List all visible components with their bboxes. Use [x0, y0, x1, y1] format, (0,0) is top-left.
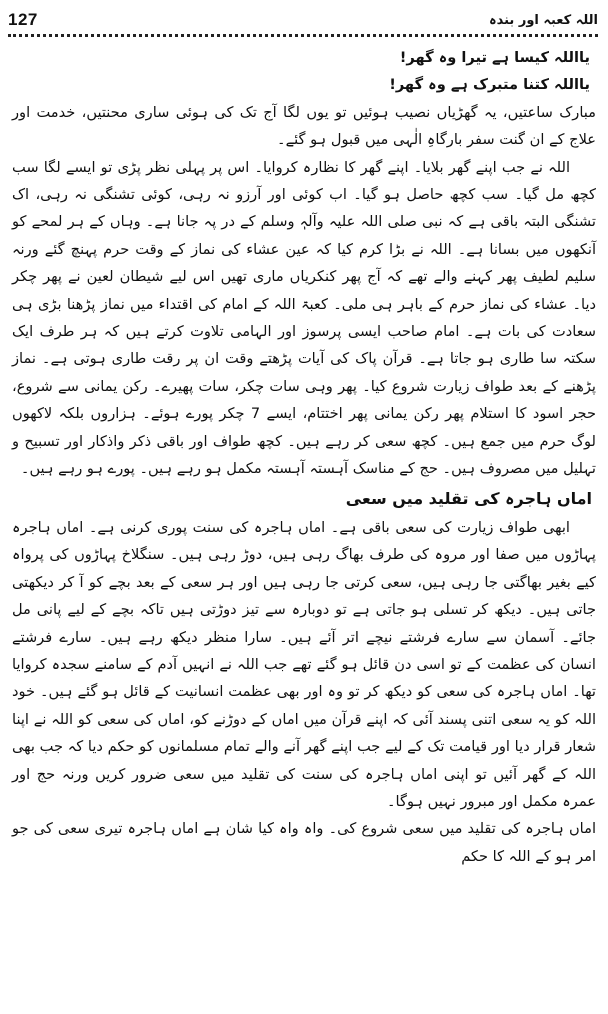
- body-paragraph: اماں ہاجرہ کی تقلید میں سعی شروع کی۔ واہ واہ کیا شان ہے اماں ہاجرہ تیری سعی کی جو امر ہو کے اللہ کا حکم: [12, 820, 596, 865]
- exclamation-line: یااللہ کتنا متبرک ہے وہ گھر!: [389, 76, 590, 94]
- body-paragraph: ابھی طواف زیارت کی سعی باقی ہے۔ اماں ہاجرہ کی سنت پوری کرنی ہے۔ اماں ہاجرہ پہاڑوں میں صفا اور مروہ کی طرف بھاگ رہی ہیں، دوڑ رہی ہیں۔ سنگلاخ پہاڑوں کی پرواہ کیے بغیر بھاگتی جا رہی ہیں، سعی کرتی جا رہی ہیں اور ہر سعی کے بعد بچے کو آ کر دیکھتی جاتی ہیں۔ دیکھ کر تسلی ہو جاتی ہے تو دوبارہ سے تیز دوڑتی ہیں تاکہ بچے کے لیے پانی مل جائے۔ آسمان سے سارے فرشتے نیچے اتر آئے ہیں۔ سارا منظر دیکھ رہے ہیں۔ سارے فرشتے انسان کی عظمت کے تو اسی دن قائل ہو گئے تھے جب اللہ نے انہیں آدم کے سامنے سجدہ کروایا تھا۔ اماں ہاجرہ کی سعی کو دیکھ کر تو وہ اور بھی عظمت انسانیت کے قائل ہو گئے ہیں۔ خود اللہ کو یہ سعی اتنی پسند آئی کہ اپنے قرآن میں اماں کے دوڑنے کو، اماں کی سعی کو اللہ نے اپنا شعار قرار دیا اور قیامت تک کے لیے جب اپنے گھر آنے والے تمام مسلمانوں کو حکم دیا کہ جب بھی اللہ کے گھر آئیں تو اپنی اماں ہاجرہ کی سنت کی تقلید میں سعی ضرور کریں ورنہ حج اور عمرہ مکمل اور مبرور نہیں ہوگا۔: [12, 518, 596, 810]
- body-paragraph: مبارک ساعتیں، یہ گھڑیاں نصیب ہوئیں تو یوں لگا آج تک کی ہوئی ساری محنتیں، خدمت اور علاج کے ان گنت سفر بارگاہِ الٰہی میں قبول ہو گئے۔: [12, 103, 596, 149]
- body-paragraph: اللہ نے جب اپنے گھر بلایا۔ اپنے گھر کا نظارہ کروایا۔ اس پر پہلی نظر پڑی تو ایسے لگا سب کچھ مل گیا۔ سب کچھ حاصل ہو گیا۔ اب کوئی اور آرزو نہ رہی، کوئی تشنگی نہ رہی، اک تشنگی البتہ باقی ہے کہ نبی صلی اللہ علیہ وآلہٖ وسلم کے در پہ جانا ہے۔ وہاں کے ہر لمحے کو آنکھوں میں بسانا ہے۔ اللہ نے بڑا کرم کیا کہ عین عشاء کی نماز کے وقت حرم پہنچ گئے ورنہ سلیم لطیف پھر کہنے والے تھے کہ آج پھر کنکریاں ماری تھیں اس لیے شیطان لعین نے پھر چکر دیا۔ عشاء کی نماز حرم کے باہر ہی ملی۔ کعبۃ اللہ کے امام کی اقتداء میں نماز پڑھنا بڑی ہی سعادت کی بات ہے۔ امام صاحب ایسی پرسوز اور الہامی تلاوت کرتے ہیں کہ ہر طرف ایک سکتہ سا طاری ہو جاتا ہے۔ قرآن پاک کی آیات پڑھتے وقت ان پر رقت طاری ہوتی ہے۔ نماز پڑھنے کے بعد طواف زیارت شروع کیا۔ پھر وہی سات چکر، سات پھیرے۔ رکن یمانی سے شروع، حجر اسود کا استلام پھر رکن یمانی پھر اختتام، ایسے 7 چکر پورے ہوئے۔ ہزاروں بلکہ لاکھوں لوگ حرم میں جمع ہیں۔ کچھ سعی کر رہے ہیں۔ کچھ طواف اور باقی ذکر واذکار اور تسبیح و تہلیل میں مصروف ہیں۔ حج کے مناسک آہستہ آہستہ مکمل ہو رہے ہیں۔ پورے ہو رہے ہیں۔: [12, 158, 596, 478]
- page-number: 127: [8, 10, 38, 29]
- running-title: اللہ کعبہ اور بندہ: [489, 12, 598, 28]
- exclamation-line: یااللہ کیسا ہے تیرا وہ گھر!: [399, 49, 590, 66]
- section-heading: اماں ہاجرہ کی تقلید میں سعی: [345, 488, 592, 508]
- header-rule: [8, 34, 598, 37]
- page-body: [12, 44, 596, 870]
- page-header: [8, 6, 598, 34]
